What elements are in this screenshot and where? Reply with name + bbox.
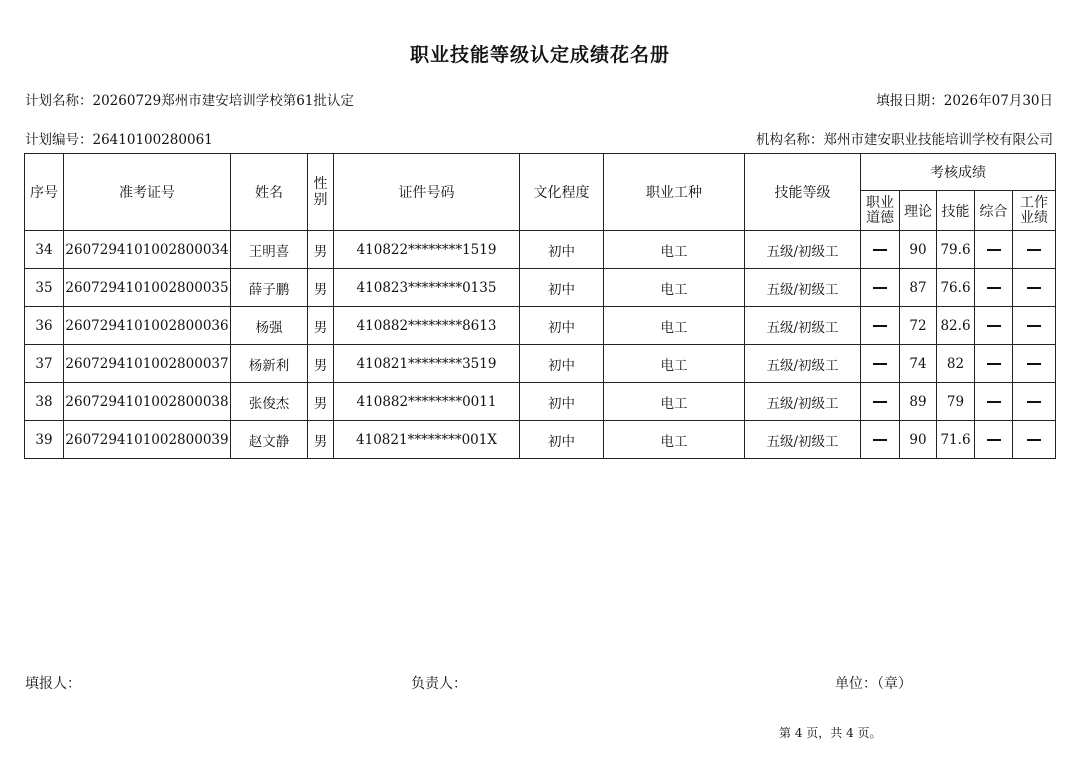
col-work-line1: 工作 xyxy=(1020,194,1049,211)
cell-seq: 38 xyxy=(25,383,64,421)
dash-mark xyxy=(987,439,1001,441)
cell-theory: 89 xyxy=(900,383,937,421)
cell-id-no: 410821********3519 xyxy=(334,345,520,383)
col-job: 职业工种 xyxy=(604,154,745,231)
cell-work xyxy=(1013,231,1056,269)
cell-ethics xyxy=(861,345,900,383)
cell-skill: 76.6 xyxy=(937,269,975,307)
cell-work xyxy=(1013,269,1056,307)
dash-mark xyxy=(1027,363,1041,365)
col-ethics-line1: 职业 xyxy=(866,194,894,211)
col-level: 技能等级 xyxy=(745,154,861,231)
cell-exam-no: 2607294101002800036 xyxy=(64,307,231,345)
dash-mark xyxy=(873,287,887,289)
header-row xyxy=(25,154,1056,191)
filler-label: 填报人： xyxy=(25,676,81,692)
col-gender-line2: 别 xyxy=(313,192,328,208)
cell-exam-no: 2607294101002800034 xyxy=(64,231,231,269)
col-seq: 序号 xyxy=(25,154,64,231)
dash-mark xyxy=(987,363,1001,365)
cell-job: 电工 xyxy=(604,269,745,307)
fill-date: 填报日期：2026年07月30日 xyxy=(876,93,1053,109)
cell-exam-no: 2607294101002800037 xyxy=(64,345,231,383)
col-exam-no: 准考证号 xyxy=(64,154,231,231)
dash-mark xyxy=(873,439,887,441)
cell-exam-no: 2607294101002800038 xyxy=(64,383,231,421)
cell-level: 五级/初级工 xyxy=(745,307,861,345)
col-work xyxy=(1013,191,1056,231)
cell-gender: 男 xyxy=(308,269,334,307)
cell-id-no: 410822********1519 xyxy=(334,231,520,269)
plan-number: 计划编号：26410100280061 xyxy=(25,132,213,148)
cell-skill: 79 xyxy=(937,383,975,421)
dash-mark xyxy=(987,401,1001,403)
cell-theory: 72 xyxy=(900,307,937,345)
cell-skill: 82.6 xyxy=(937,307,975,345)
cell-id-no: 410882********0011 xyxy=(334,383,520,421)
cell-education: 初中 xyxy=(520,269,604,307)
cell-education: 初中 xyxy=(520,231,604,269)
col-education: 文化程度 xyxy=(520,154,604,231)
dash-mark xyxy=(987,325,1001,327)
cell-ethics xyxy=(861,307,900,345)
table-row xyxy=(25,421,1056,459)
cell-overall xyxy=(975,421,1013,459)
col-name: 姓名 xyxy=(231,154,308,231)
cell-work xyxy=(1013,421,1056,459)
cell-name: 薛子鹏 xyxy=(231,269,308,307)
cell-name: 张俊杰 xyxy=(231,383,308,421)
cell-id-no: 410821********001X xyxy=(334,421,520,459)
cell-seq: 35 xyxy=(25,269,64,307)
cell-work xyxy=(1013,383,1056,421)
cell-job: 电工 xyxy=(604,383,745,421)
col-scores: 考核成绩 xyxy=(861,154,1056,191)
cell-name: 王明喜 xyxy=(231,231,308,269)
cell-level: 五级/初级工 xyxy=(745,345,861,383)
page-number: 第 4 页，共 4 页。 xyxy=(779,726,882,740)
dash-mark xyxy=(873,363,887,365)
dash-mark xyxy=(1027,401,1041,403)
cell-name: 赵文静 xyxy=(231,421,308,459)
col-skill: 技能 xyxy=(937,191,975,231)
dash-mark xyxy=(1027,439,1041,441)
cell-job: 电工 xyxy=(604,345,745,383)
col-work-line2: 业绩 xyxy=(1020,209,1049,226)
dash-mark xyxy=(873,249,887,251)
cell-gender: 男 xyxy=(308,345,334,383)
dash-mark xyxy=(873,325,887,327)
cell-seq: 36 xyxy=(25,307,64,345)
responsible-label: 负责人： xyxy=(411,676,467,692)
dash-mark xyxy=(873,401,887,403)
cell-ethics xyxy=(861,231,900,269)
cell-job: 电工 xyxy=(604,307,745,345)
cell-gender: 男 xyxy=(308,421,334,459)
cell-skill: 71.6 xyxy=(937,421,975,459)
cell-gender: 男 xyxy=(308,307,334,345)
cell-name: 杨新利 xyxy=(231,345,308,383)
cell-theory: 90 xyxy=(900,421,937,459)
cell-skill: 79.6 xyxy=(937,231,975,269)
table-row xyxy=(25,345,1056,383)
cell-seq: 34 xyxy=(25,231,64,269)
cell-job: 电工 xyxy=(604,231,745,269)
cell-theory: 74 xyxy=(900,345,937,383)
cell-work xyxy=(1013,307,1056,345)
cell-theory: 87 xyxy=(900,269,937,307)
cell-id-no: 410823********0135 xyxy=(334,269,520,307)
col-gender xyxy=(308,154,334,231)
dash-mark xyxy=(1027,325,1041,327)
organization-name: 机构名称：郑州市建安职业技能培训学校有限公司 xyxy=(756,132,1053,148)
col-id-no: 证件号码 xyxy=(334,154,520,231)
col-gender-line1: 性 xyxy=(313,176,328,192)
cell-seq: 37 xyxy=(25,345,64,383)
cell-education: 初中 xyxy=(520,345,604,383)
cell-id-no: 410882********8613 xyxy=(334,307,520,345)
cell-skill: 82 xyxy=(937,345,975,383)
plan-name: 计划名称：20260729郑州市建安培训学校第61批认定 xyxy=(25,93,354,109)
col-ethics-line2: 道德 xyxy=(866,209,894,226)
cell-level: 五级/初级工 xyxy=(745,421,861,459)
cell-level: 五级/初级工 xyxy=(745,269,861,307)
col-theory: 理论 xyxy=(900,191,937,231)
table-row xyxy=(25,307,1056,345)
cell-theory: 90 xyxy=(900,231,937,269)
table-row xyxy=(25,269,1056,307)
cell-overall xyxy=(975,231,1013,269)
cell-level: 五级/初级工 xyxy=(745,383,861,421)
cell-gender: 男 xyxy=(308,383,334,421)
table-row xyxy=(25,383,1056,421)
cell-exam-no: 2607294101002800035 xyxy=(64,269,231,307)
cell-overall xyxy=(975,345,1013,383)
cell-overall xyxy=(975,269,1013,307)
cell-education: 初中 xyxy=(520,383,604,421)
cell-ethics xyxy=(861,383,900,421)
dash-mark xyxy=(1027,287,1041,289)
col-ethics xyxy=(861,191,900,231)
cell-overall xyxy=(975,383,1013,421)
table-row xyxy=(25,231,1056,269)
cell-seq: 39 xyxy=(25,421,64,459)
dash-mark xyxy=(987,287,1001,289)
cell-ethics xyxy=(861,421,900,459)
score-roster-table xyxy=(24,153,1056,459)
cell-overall xyxy=(975,307,1013,345)
unit-seal-label: 单位：（章） xyxy=(835,676,912,692)
cell-ethics xyxy=(861,269,900,307)
cell-education: 初中 xyxy=(520,307,604,345)
cell-name: 杨强 xyxy=(231,307,308,345)
cell-gender: 男 xyxy=(308,231,334,269)
cell-level: 五级/初级工 xyxy=(745,231,861,269)
dash-mark xyxy=(1027,249,1041,251)
col-overall: 综合 xyxy=(975,191,1013,231)
cell-job: 电工 xyxy=(604,421,745,459)
dash-mark xyxy=(987,249,1001,251)
cell-education: 初中 xyxy=(520,421,604,459)
document-title: 职业技能等级认定成绩花名册 xyxy=(409,44,670,66)
cell-exam-no: 2607294101002800039 xyxy=(64,421,231,459)
cell-work xyxy=(1013,345,1056,383)
